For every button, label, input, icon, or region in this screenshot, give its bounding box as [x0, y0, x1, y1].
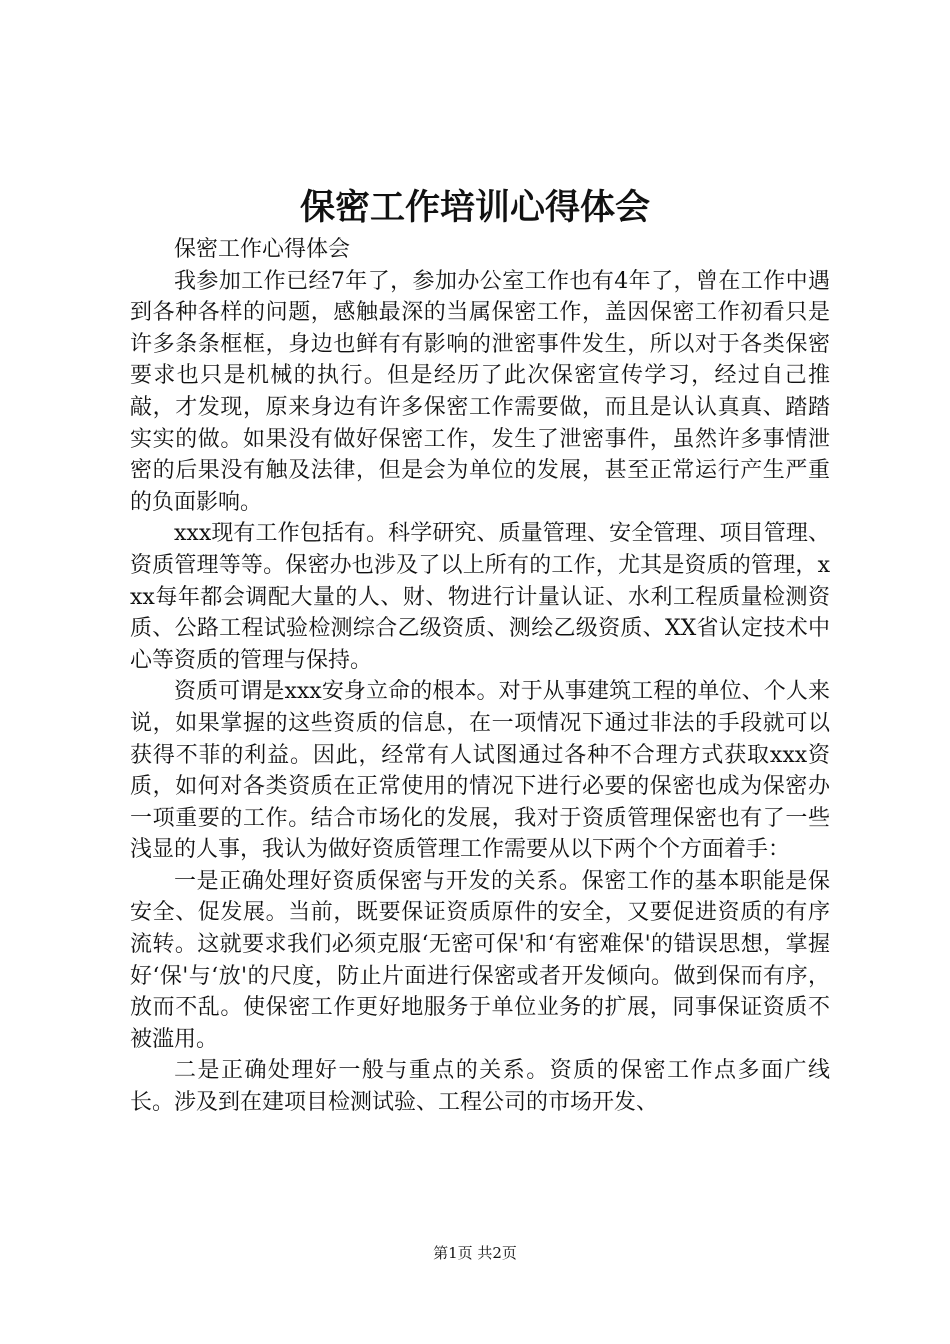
document-body [130, 234, 830, 1119]
paragraph-5: 二是正确处理好一般与重点的关系。资质的保密工作点多面广线长。涉及到在建项目检测试验、工程公司的市场开发、 [130, 1058, 830, 1116]
document-title: 保密工作培训心得体会 [299, 187, 650, 228]
document-subtitle: 保密工作心得体会 [174, 237, 351, 262]
page-footer: 第1页 共2页 [433, 1244, 517, 1262]
paragraph-1: 我参加工作已经7年了，参加办公室工作也有4年了，曾在工作中遇到各种各样的问题，感触最深的当属保密工作，盖因保密工作初看只是许多条条框框，身边也鲜有有影响的泄密事件发生，所以对于各类保密要求也只是机械的执行。但是经历了此次保密宣传学习，经过自己推敲，才发现，原来身边有许多保密工作需要做，而且是认认真真、踏踏实实的做。如果没有做好保密工作，发生了泄密事件，虽然许多事情泄密的后果没有触及法律，但是会为单位的发展，甚至正常运行产生严重的负面影响。 [130, 268, 830, 515]
paragraph-2: xxx现有工作包括有。科学研究、质量管理、安全管理、项目管理、资质管理等等。保密办也涉及了以上所有的工作，尤其是资质的管理，xxx每年都会调配大量的人、财、物进行计量认证、水利工程质量检测资质、公路工程试验检测综合乙级资质、测绘乙级资质、XX省认定技术中心等资质的管理与保持。 [130, 521, 830, 673]
paragraph-4: 一是正确处理好资质保密与开发的关系。保密工作的基本职能是保安全、促发展。当前，既要保证资质原件的安全，又要促进资质的有序流转。这就要求我们必须克服‘无密可保'和‘有密难保'的错误思想，掌握好‘保'与‘放'的尺度，防止片面进行保密或者开发倾向。做到保而有序，放而不乱。使保密工作更好地服务于单位业务的扩展，同事保证资质不被滥用。 [130, 868, 830, 1052]
paragraph-3: 资质可谓是xxx安身立命的根本。对于从事建筑工程的单位、个人来说，如果掌握的这些资质的信息，在一项情况下通过非法的手段就可以获得不菲的利益。因此，经常有人试图通过各种不合理方式获取xxx资质，如何对各类资质在正常使用的情况下进行必要的保密也成为保密办一项重要的工作。结合市场化的发展，我对于资质管理保密也有了一些浅显的人事，我认为做好资质管理工作需要从以下两个个方面着手： [130, 679, 830, 863]
